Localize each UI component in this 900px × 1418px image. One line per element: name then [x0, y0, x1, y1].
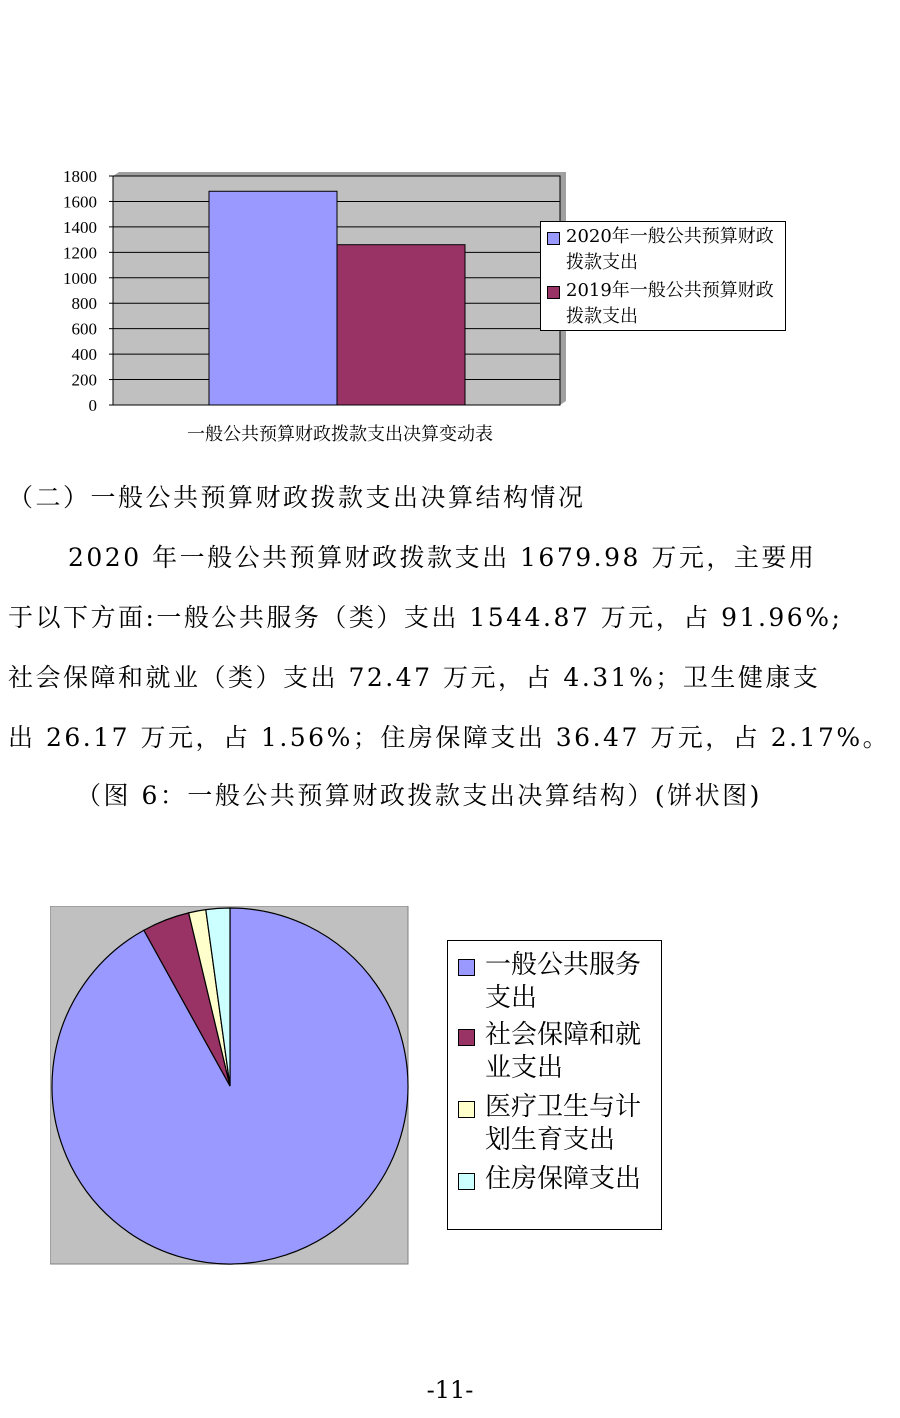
pie-chart-legend [447, 940, 662, 1230]
bar-chart-caption: 一般公共预算财政拨款支出决算变动表 [187, 424, 493, 445]
pie-legend-item-1 [458, 949, 658, 1015]
y-tick-label: 200 [71, 370, 97, 390]
body-line-4: 出 26.17 万元，占 1.56%；住房保障支出 36.47 万元，占 2.17%。 [8, 723, 891, 752]
legend-item-2020 [547, 224, 781, 276]
pie-legend-item-2 [458, 1019, 658, 1085]
legend-swatch-2019 [547, 286, 560, 299]
y-tick-label: 0 [88, 396, 97, 415]
pie-legend-swatch-1 [458, 959, 475, 976]
y-tick-label: 1600 [63, 192, 97, 212]
pie-legend-item-4 [458, 1163, 658, 1196]
bar-2019 [337, 245, 465, 405]
pie-legend-label-2: 社会保障和就业支出 [485, 1020, 642, 1083]
pie-legend-swatch-3 [458, 1101, 475, 1118]
pie-legend-swatch-2 [458, 1029, 475, 1046]
legend-swatch-2020 [547, 232, 560, 245]
body-line-2: 于以下方面:一般公共服务（类）支出 1544.87 万元，占 91.96%; [8, 603, 843, 632]
y-tick-label: 1200 [63, 243, 97, 263]
figure-caption: （图 6：一般公共预算财政拨款支出决算结构）(饼状图) [76, 781, 762, 810]
pie-legend-item-3 [458, 1091, 658, 1157]
page-number: -11- [426, 1376, 474, 1404]
y-tick-label: 800 [71, 294, 97, 314]
pie-legend-swatch-4 [458, 1173, 475, 1190]
y-tick-label: 1400 [63, 217, 97, 237]
pie-legend-label-3: 医疗卫生与计划生育支出 [485, 1092, 642, 1155]
legend-label-2019: 2019年一般公共预算财政拨款支出 [566, 280, 774, 327]
pie-legend-label-1: 一般公共服务支出 [485, 950, 642, 1013]
body-line-3: 社会保障和就业（类）支出 72.47 万元，占 4.31%；卫生健康支 [8, 663, 821, 692]
bar-2020 [209, 191, 337, 405]
bar-chart-legend [540, 221, 786, 331]
y-tick-label: 1000 [63, 268, 97, 288]
legend-item-2019 [547, 278, 781, 330]
legend-label-2020: 2020年一般公共预算财政拨款支出 [566, 226, 774, 273]
section-heading: （二）一般公共预算财政拨款支出决算结构情况 [8, 483, 586, 512]
y-tick-label: 400 [71, 345, 97, 365]
body-line-1: 2020 年一般公共预算财政拨款支出 1679.98 万元，主要用 [68, 543, 817, 572]
pie-legend-label-4: 住房保障支出 [485, 1164, 642, 1194]
pie-chart [50, 906, 410, 1266]
y-tick-label: 600 [71, 319, 97, 339]
y-tick-label: 1800 [63, 167, 97, 186]
